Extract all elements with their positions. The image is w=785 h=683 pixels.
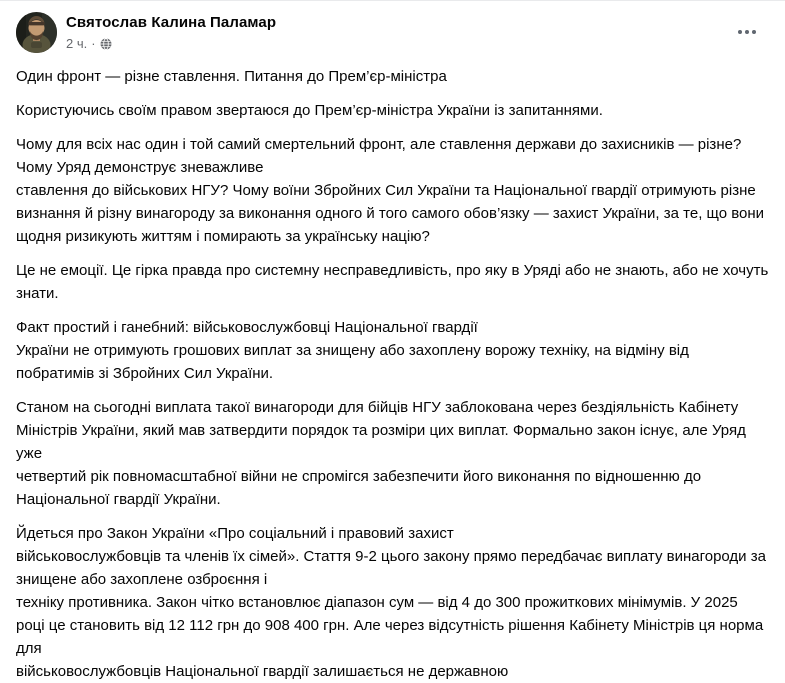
post-header-text	[66, 12, 729, 52]
post-meta	[66, 35, 729, 52]
timestamp[interactable]: 2 ч.	[66, 36, 88, 51]
post-header	[0, 1, 785, 53]
post-paragraph: Це не емоції. Це гірка правда про системну несправедливість, про яку в Уряді або не знають, або не хочуть знати.	[16, 262, 769, 302]
post-paragraph: Чому для всіх нас один і той самий смертельний фронт, але ставлення держави до захисників — різне? Чому Уряд демонструє зневажливе ставлення до військових НГУ? Чому воїни Збройних Сил України та Національної гвардії отримують різне визнання й різну винагороду за виконання одного й того самого обов’язку — захист України, за те, що вони щодня ризикують життям і помирають за українську націю?	[16, 136, 765, 245]
globe-icon	[100, 38, 112, 50]
post-paragraph: Один фронт — різне ставлення. Питання до Прем’єр-міністра	[16, 68, 447, 85]
author-name[interactable]: Святослав Калина Паламар	[66, 14, 277, 31]
post-paragraph: Факт простий і ганебний: військовослужбовці Національної гвардії України не отримують грошових виплат за знищену або захоплену ворожу техніку, на відміну від побратимів зі Збройних Сил України.	[16, 319, 689, 382]
post-menu-button[interactable]	[729, 14, 765, 50]
avatar[interactable]	[16, 12, 57, 53]
post-body	[0, 53, 785, 683]
post-paragraph: Йдеться про Закон України «Про соціальний і правовий захист військовослужбовців та членів їх сімей». Стаття 9-2 цього закону прямо передбачає виплату винагороди за знищене або захоплене озброєння і техніку противника. Закон чітко встановлює діапазон сум — від 4 до 300 прожиткових мінімумів. У 2025 році це становить від 12 112 грн до 908 400 грн. Але через відсутність рішення Кабінету Міністрів ця норма для військовослужбовців Національної гвардії залишається не державною	[16, 525, 766, 680]
profile-photo-soldier	[16, 12, 57, 53]
meta-separator: ·	[91, 36, 96, 51]
post-paragraph: Станом на сьогодні виплата такої винагороди для бійців НГУ заблокована через бездіяльність Кабінету Міністрів України, який мав затвердити порядок та розміри цих виплат. Формально закон існує, але Уряд уже четвертий рік повномасштабної війни не спромігся забезпечити його виконання по відношенню до Національної гвардії України.	[16, 399, 746, 508]
three-dots-icon	[738, 30, 756, 34]
post-paragraph: Користуючись своїм правом звертаюся до Прем’єр-міністра України із запитаннями.	[16, 102, 603, 119]
